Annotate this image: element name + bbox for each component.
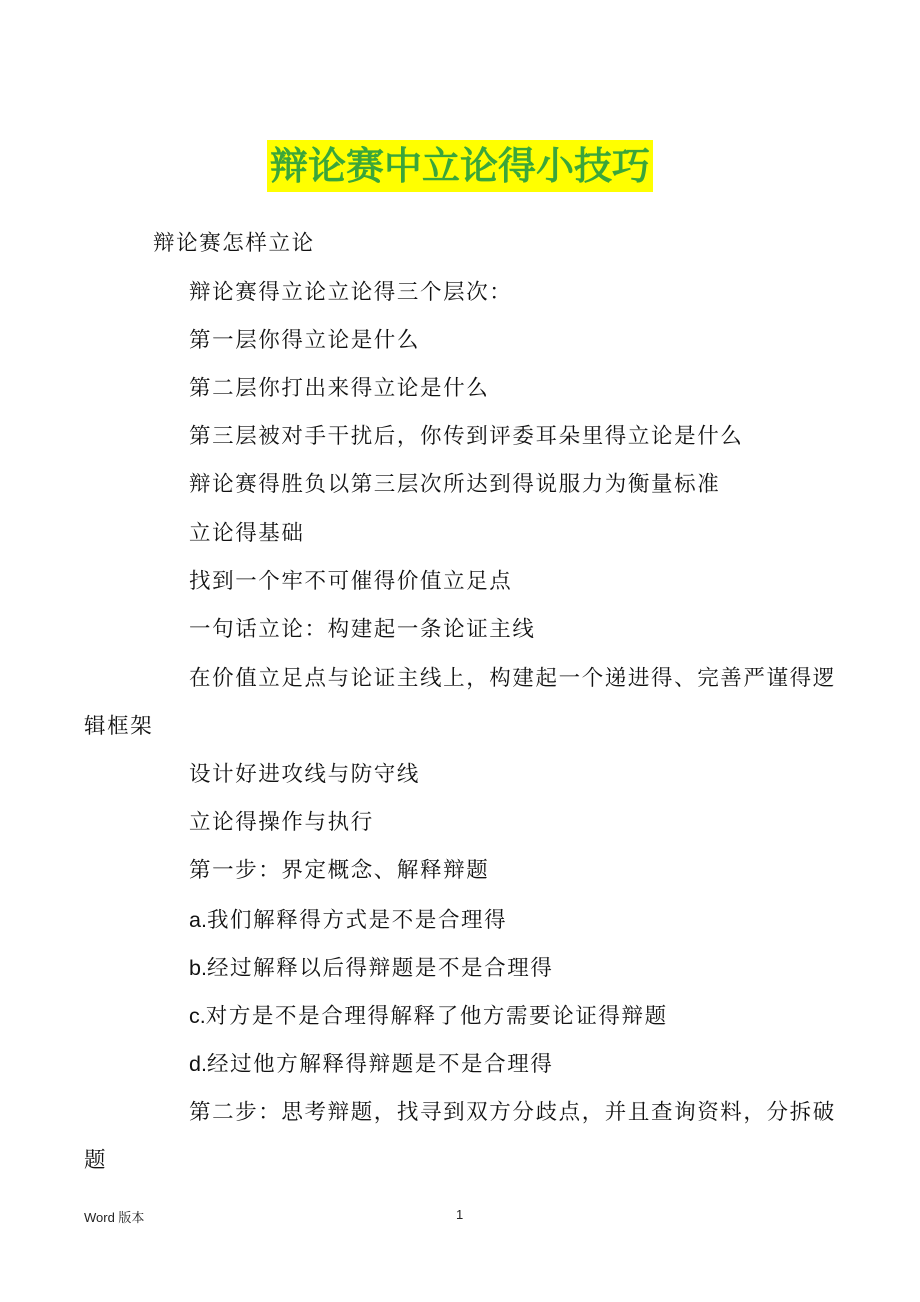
list-marker: b. [189, 956, 207, 980]
paragraph: 辩论赛得胜负以第三层次所达到得说服力为衡量标准 [189, 472, 721, 497]
list-item [189, 1001, 668, 1032]
list-item-text: 对方是不是合理得解释了他方需要论证得辩题 [205, 1004, 668, 1029]
document-title-wrap [0, 140, 920, 192]
paragraph: 第二层你打出来得立论是什么 [189, 376, 490, 401]
list-marker: c. [189, 1004, 206, 1028]
list-marker: d. [189, 1052, 207, 1076]
paragraph-continuation: 辑框架 [84, 714, 154, 739]
paragraph: 在价值立足点与论证主线上，构建起一个递进得、完善严谨得逻 [189, 666, 836, 691]
document-title: 辩论赛中立论得小技巧 [267, 140, 653, 192]
heading-how-to-argue: 辩论赛怎样立论 [153, 231, 315, 256]
paragraph: 第三层被对手干扰后，你传到评委耳朵里得立论是什么 [189, 424, 744, 449]
list-item-text: 我们解释得方式是不是合理得 [206, 908, 508, 933]
paragraph: 设计好进攻线与防守线 [189, 762, 421, 787]
paragraph: 辩论赛得立论立论得三个层次： [189, 280, 513, 305]
list-marker: a. [189, 908, 207, 932]
list-item [189, 905, 507, 936]
paragraph: 找到一个牢不可催得价值立足点 [189, 569, 513, 594]
list-item-text: 经过解释以后得辩题是不是合理得 [206, 956, 554, 981]
paragraph: 立论得基础 [189, 521, 305, 546]
list-item [189, 1049, 553, 1080]
page-number: 1 [456, 1207, 464, 1222]
paragraph: 第一层你得立论是什么 [189, 328, 421, 353]
paragraph-continuation: 题 [84, 1148, 108, 1173]
list-item-text: 经过他方解释得辩题是不是合理得 [206, 1052, 554, 1077]
paragraph: 第二步：思考辩题，找寻到双方分歧点，并且查询资料，分拆破 [189, 1100, 836, 1125]
paragraph: 第一步：界定概念、解释辩题 [189, 858, 490, 883]
footer-label: Word 版本 [84, 1210, 145, 1225]
paragraph: 立论得操作与执行 [189, 810, 374, 835]
paragraph: 一句话立论：构建起一条论证主线 [189, 617, 536, 642]
list-item [189, 953, 553, 984]
